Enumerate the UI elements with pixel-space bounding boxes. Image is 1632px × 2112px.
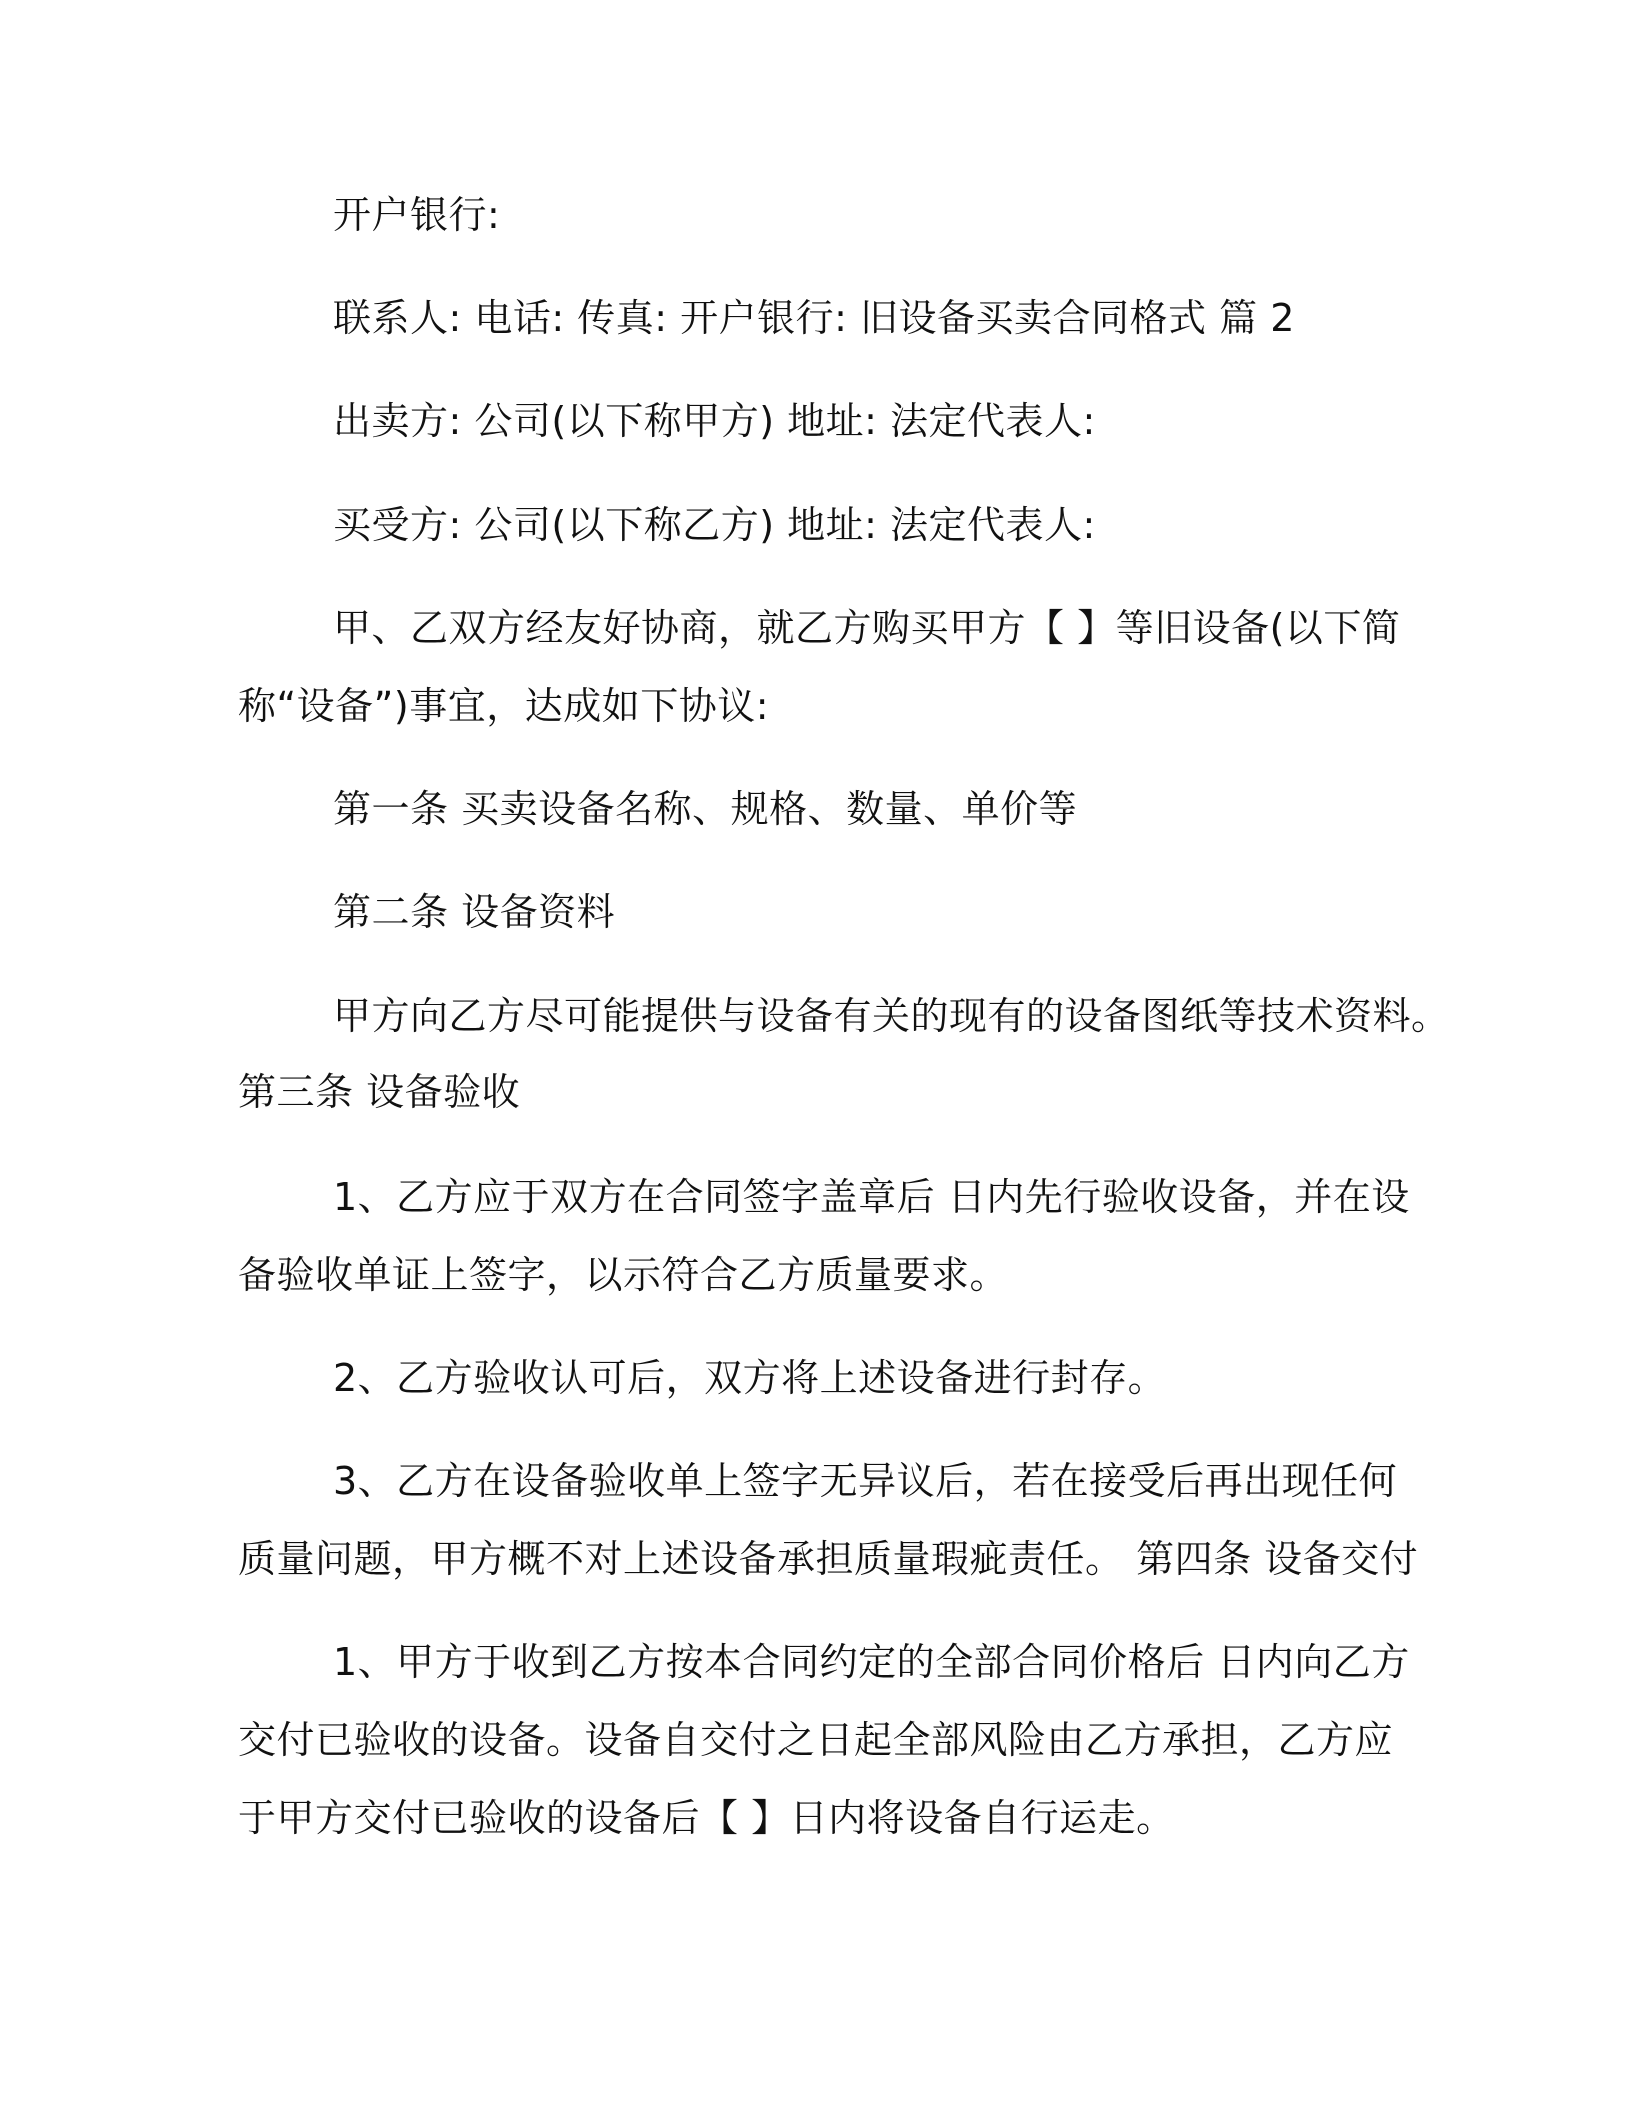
- text-line-3-3-b: 质量问题，甲方概不对上述设备承担质量瑕疵责任。 第四条 设备交付: [238, 1537, 1419, 1581]
- article-2-heading: 第二条 设备资料: [333, 890, 616, 934]
- text-line-4-1-a: 1、甲方于收到乙方按本合同约定的全部合同价格后 日内向乙方: [333, 1640, 1410, 1684]
- text-line-preamble-2: 称“设备”)事宜，达成如下协议:: [238, 684, 770, 728]
- text-line-preamble-1: 甲、乙双方经友好协商，就乙方购买甲方【 】等旧设备(以下简: [333, 606, 1401, 650]
- text-line-3-1-a: 1、乙方应于双方在合同签字盖章后 日内先行验收设备，并在设: [333, 1175, 1410, 1219]
- text-line-4-1-c: 于甲方交付已验收的设备后【 】日内将设备自行运走。: [238, 1796, 1175, 1840]
- text-line-3-3-a: 3、乙方在设备验收单上签字无异议后，若在接受后再出现任何: [333, 1459, 1398, 1503]
- text-line-4-1-b: 交付已验收的设备。设备自交付之日起全部风险由乙方承担，乙方应: [238, 1718, 1394, 1762]
- article-3-heading: 第三条 设备验收: [238, 1070, 521, 1114]
- text-line-contact: 联系人: 电话: 传真: 开户银行: 旧设备买卖合同格式 篇 2: [333, 296, 1295, 340]
- article-1-heading: 第一条 买卖设备名称、规格、数量、单价等: [333, 787, 1078, 831]
- text-line-buyer: 买受方: 公司(以下称乙方) 地址: 法定代表人:: [333, 503, 1096, 547]
- text-line-3-2: 2、乙方验收认可后，双方将上述设备进行封存。: [333, 1356, 1167, 1400]
- text-line-bank: 开户银行:: [333, 193, 501, 237]
- text-line-article-2-body: 甲方向乙方尽可能提供与设备有关的现有的设备图纸等技术资料。: [333, 994, 1450, 1038]
- text-line-seller: 出卖方: 公司(以下称甲方) 地址: 法定代表人:: [333, 399, 1096, 443]
- text-line-3-1-b: 备验收单证上签字，以示符合乙方质量要求。: [238, 1253, 1009, 1297]
